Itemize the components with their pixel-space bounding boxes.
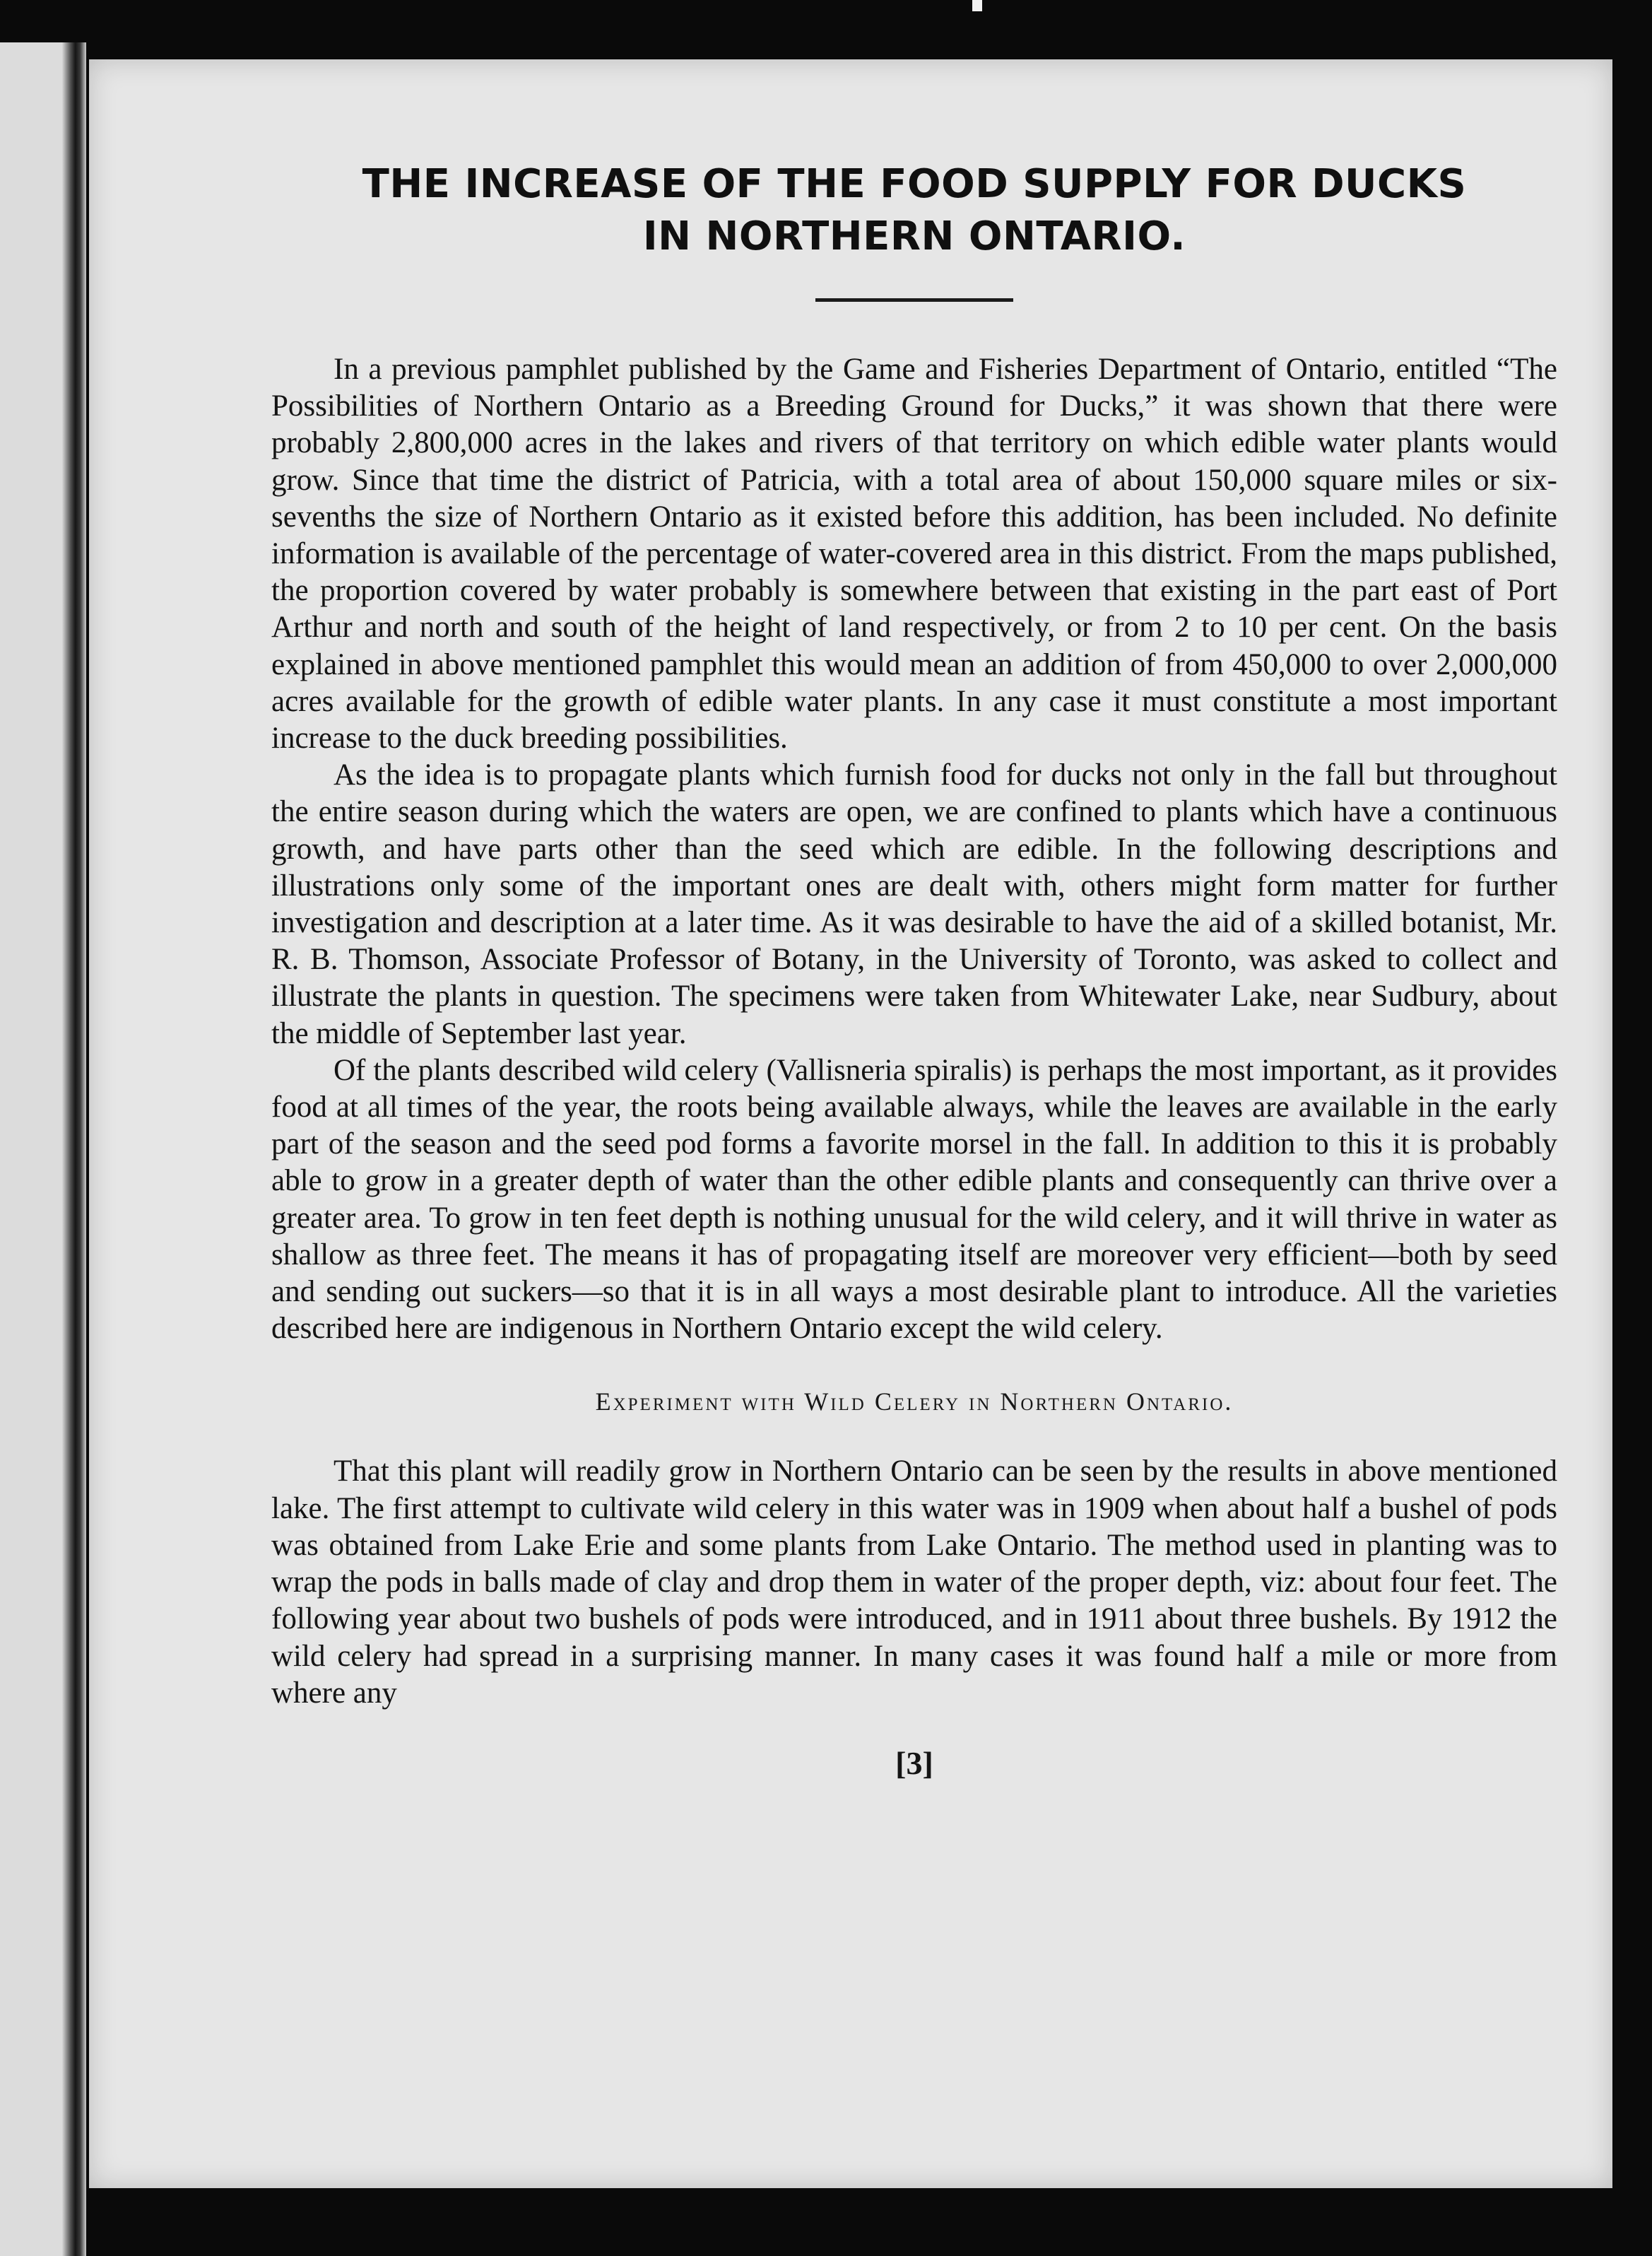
title-divider [815, 298, 1013, 302]
paragraph-3: Of the plants described wild celery (Vallisneria spiralis) is perhaps the most important, as it provides food at all times of the year, the roots being available always, while the leaves are available in the early part of the season and the seed pod forms a favorite morsel in the fall. In addition to this it is probably able to grow in a greater depth of water than the other edible plants and consequently can thrive over a greater area. To grow in ten feet depth is nothing unusual for the wild celery, and it will thrive in water as shallow as three feet. The means it has of propagating itself are moreover very efficient—both by seed and sending out suckers—so that it is in all ways a most desirable plant to introduce. All the varieties described here are indigenous in Northern Ontario except the wild celery. [271, 1053, 1557, 1346]
article-body [271, 351, 1557, 1712]
paragraph-1: In a previous pamphlet published by the Game and Fisheries Department of Ontario, entitled “The Possibilities of Northern Ontario as a Breeding Ground for Ducks,” it was shown that there were probably 2,800,000 acres in the lakes and rivers of that territory on which edible water plants would grow. Since that time the district of Patricia, with a total area of about 150,000 square miles or six-sevenths the size of Northern Ontario as it existed before this addition, has been included. No definite information is available of the percentage of water-covered area in this district. From the maps published, the proportion covered by water probably is somewhere between that existing in the part east of Port Arthur and north and south of the height of land respectively, or from 2 to 10 per cent. On the basis explained in above mentioned pamphlet this would mean an addition of from 450,000 to over 2,000,000 acres available for the growth of edible water plants. In any case it must constitute a most important increase to the duck breeding possibilities. [271, 353, 1557, 756]
document-title [271, 158, 1557, 263]
document-page [89, 59, 1612, 2188]
title-line-2: IN NORTHERN ONTARIO. [642, 213, 1186, 259]
section-paragraph: That this plant will readily grow in Northern Ontario can be seen by the results in above mentioned lake. The first attempt to cultivate wild celery in this water was in 1909 when about half a bushel of pods was obtained from Lake Erie and some plants from Lake Ontario. The method used in planting was to wrap the pods in balls made of clay and drop them in water of the proper depth, viz: about four feet. The following year about two bushels of pods were introduced, and in 1911 about three bushels. By 1912 the wild celery had spread in a surprising manner. In many cases it was found half a mile or more from where any [271, 1455, 1557, 1710]
paragraph-2: As the idea is to propagate plants which furnish food for ducks not only in the fall but throughout the entire season during which the waters are open, we are confined to plants which have a continuous growth, and have parts other than the seed which are edible. In the following descriptions and illustrations only some of the important ones are dealt with, others might form matter for further investigation and description at a later time. As it was desirable to have the aid of a skilled botanist, Mr. R. B. Thomson, Associate Professor of Botany, in the University of Toronto, was asked to collect and illustrate the plants in question. The specimens were taken from Whitewater Lake, near Sudbury, about the middle of September last year. [271, 758, 1557, 1050]
title-line-1: THE INCREASE OF THE FOOD SUPPLY FOR DUCKS [362, 161, 1467, 207]
page-content [271, 158, 1557, 1782]
book-binding [62, 42, 86, 2256]
page-number: [3] [895, 1744, 933, 1781]
scan-top-mark [972, 0, 982, 11]
section-heading: Experiment with Wild Celery in Northern Ontario. [595, 1387, 1234, 1416]
